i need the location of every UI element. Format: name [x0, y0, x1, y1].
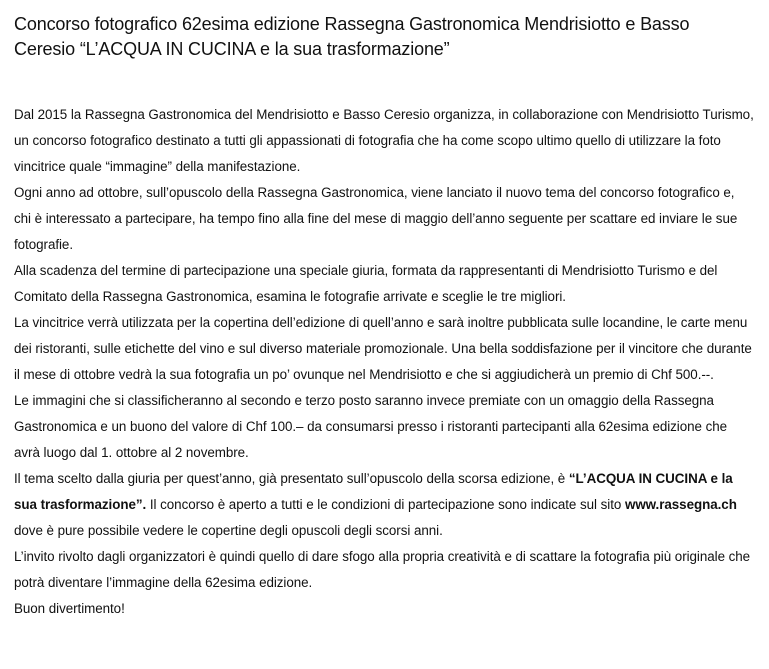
- paragraph-timeline: Ogni anno ad ottobre, sull’opuscolo della Rassegna Gastronomica, viene lanciato il nuovo tema del concorso fotografico e, chi è interessato a partecipare, ha tempo fino alla fine del mese di maggio dell’anno seguente per scattare ed inviare le sue fotografie.: [14, 185, 738, 252]
- paragraph-theme: [14, 466, 755, 544]
- paragraph-runners-up: Le immagini che si classificheranno al secondo e terzo posto saranno invece premiate con un omaggio della Rassegna Gastronomica e un buono del valore di Chf 100.– da consumarsi presso i ristoranti partecipanti alla 62esima edizione che avrà luogo dal 1. ottobre al 2 novembre.: [14, 393, 728, 460]
- theme-title: “L’ACQUA IN CUCINA e la sua trasformazione”.: [14, 471, 733, 512]
- website-link[interactable]: www.rassegna.ch: [624, 497, 737, 512]
- paragraph-intro: Dal 2015 la Rassegna Gastronomica del Mendrisiotto e Basso Ceresio organizza, in collaborazione con Mendrisiotto Turismo, un concorso fotografico destinato a tutti gli appassionati di fotografia che ha come scopo ultimo quello di utilizzare la foto vincitrice quale “immagine” della manifestazione.: [14, 107, 754, 174]
- article-title: Concorso fotografico 62esima edizione Rassegna Gastronomica Mendrisiotto e Basso Ceresio “L’ACQUA IN CUCINA e la sua trasformazione”: [14, 14, 690, 59]
- paragraph-jury: Alla scadenza del termine di partecipazione una speciale giuria, formata da rappresentanti di Mendrisiotto Turismo e del Comitato della Rassegna Gastronomica, esamina le fotografie arrivate e sceglie le tre migliori.: [14, 263, 718, 304]
- theme-closing-text: dove è pure possibile vedere le copertine degli opuscoli degli scorsi anni.: [14, 523, 443, 538]
- paragraph-winner: La vincitrice verrà utilizzata per la copertina dell’edizione di quell’anno e sarà inoltre pubblicata sulle locandine, le carte menu dei ristoranti, sulle etichette del vino e sul diverso materiale promozionale. Una bella soddisfazione per il vincitore che durante il mese di ottobre vedrà la sua fotografia un po’ ovunque nel Mendrisiotto e che si aggiudicherà un premio di Chf 500.--.: [14, 315, 752, 382]
- paragraph-invitation: L’invito rivolto dagli organizzatori è quindi quello di dare sfogo alla propria creatività e di scattare la fotografia più originale che potrà diventare l’immagine della 62esima edizione.: [14, 549, 751, 590]
- article-body: [14, 102, 755, 622]
- theme-conditions-text: Il concorso è aperto a tutti e le condizioni di partecipazione sono indicate sul sito: [146, 497, 625, 512]
- theme-intro-text: Il tema scelto dalla giuria per quest’anno, già presentato sull’opuscolo della scorsa edizione, è: [14, 471, 569, 486]
- paragraph-closing: Buon divertimento!: [14, 601, 125, 616]
